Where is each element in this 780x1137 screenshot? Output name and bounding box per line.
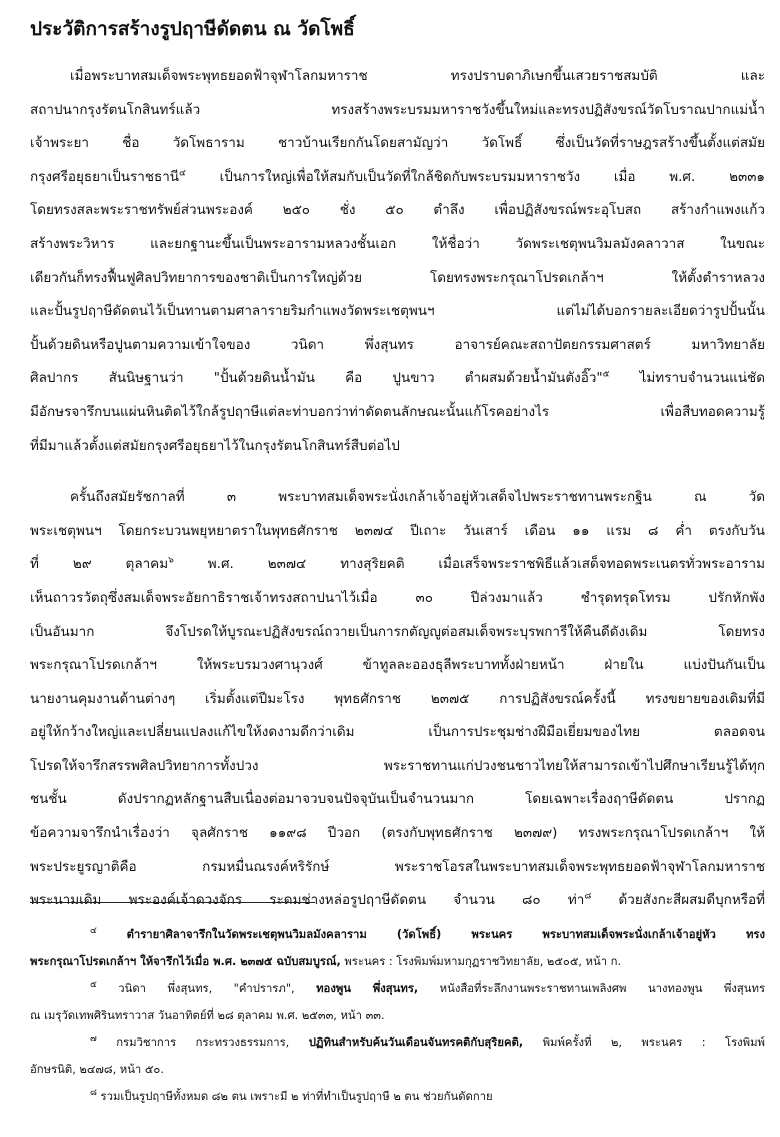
text-line: ที่มีมาแล้วตั้งแต่สมัยกรุงศรีอยุธยาไว้ในกรุงรัตนโกสินทร์สืบต่อไป xyxy=(30,437,400,454)
footnote-text: วนิดา พึ่งสุนทร, "คำปรารภ", xyxy=(118,982,295,995)
footnote-mark: ๕ xyxy=(602,369,610,380)
text-line: พระกรุณาโปรดเกล้าฯ ให้พระบรมวงศานุวงศ์ ข้าทูลละอองธุลีพระบาททั้งฝ่ายหน้า ฝ่ายใน แบ่งปันกันเป็น xyxy=(30,657,765,674)
footnote-7 xyxy=(30,1029,765,1056)
text-line: โปรดให้จารึกสรรพศิลปวิทยาการทั้งปวง พระราชทานแก่ปวงชนชาวไทยให้สามารถเข้าไปศึกษาเรียนรู้ได้ทุก xyxy=(30,757,765,774)
main-text xyxy=(30,60,765,918)
text-line: ครั้นถึงสมัยรัชกาลที่ ๓ พระบาทสมเด็จพระนั่งเกล้าเจ้าอยู่หัวเสด็จไปพระราชทานพระกฐิน ณ วัด xyxy=(70,489,765,506)
text-line: เป็นอันมาก จึงโปรดให้บูรณะปฏิสังขรณ์ถวายเป็นการกตัญญูต่อสมเด็จพระบุรพการีให้คืนดีดังเดิม โดยทรง xyxy=(30,623,765,640)
text-segment: กรุงศรีอยุธยาเป็นราชธานี xyxy=(30,168,180,185)
footnote-title: พระกรุณาโปรดเกล้าฯ ให้จารึกไว้เมื่อ พ.ศ. ๒๓๗๕ ฉบับสมบูรณ์, xyxy=(30,955,341,968)
footnote-title: ปฏิทินสำหรับค้นวันเดือนจันทรคติกับสุริยคติ, xyxy=(308,1036,524,1049)
text-line: ชนชั้น ดังปรากฏหลักฐานสืบเนื่องต่อมาจวบจนปัจจุบันเป็นจำนวนมาก โดยเฉพาะเรื่องฤาษีดัดตน ปรากฏ xyxy=(30,791,765,808)
footnote-mark: ๘ xyxy=(584,891,592,902)
text-line xyxy=(30,362,765,396)
text-line xyxy=(30,161,765,195)
text-line: พระประยูรญาติคือ กรมหมื่นณรงค์หริรักษ์ พระราชโอรสในพระบาทสมเด็จพระพุทธยอดฟ้าจุฬาโลกมหาราช xyxy=(30,858,765,875)
footnote-mark: ๘ xyxy=(90,1088,97,1099)
footnote-text: รวมเป็นรูปฤาษีทั้งหมด ๘๒ ตน เพราะมี ๒ ท่าที่ทำเป็นรูปฤาษี ๒ ตน ช่วยกันดัดกาย xyxy=(100,1090,493,1103)
text-line: เดียวกันก็ทรงฟื้นฟูศิลปวิทยาการของชาติเป็นการใหญ่ด้วย โดยทรงพระกรุณาโปรดเกล้าฯ ให้ตั้งตำราหลวง xyxy=(30,269,765,286)
paragraph-gap xyxy=(30,463,765,481)
text-line: เห็นถาวรวัตถุซึ่งสมเด็จพระอัยกาธิราชเจ้าทรงสถาปนาไว้เมื่อ ๓๐ ปีล่วงมาแล้ว ชำรุดทรุดโทรม ปรักหักพัง xyxy=(30,589,765,606)
text-segment: พ.ศ. ๒๓๗๔ ทางสุริยคติ เมื่อเสร็จพระราชพิธีแล้วเสด็จทอดพระเนตรทั่วพระอาราม xyxy=(207,556,765,573)
text-line: เจ้าพระยา ชื่อ วัดโพธาราม ชาวบ้านเรียกกันโดยสามัญว่า วัดโพธิ์ ซึ่งเป็นวัดที่ราษฎรสร้างขึ้นตั้งแต่สมัย xyxy=(30,135,765,152)
text-line: อยู่ให้กว้างใหญ่และเปลี่ยนแปลงแก้ไขให้งดงามดีกว่าเดิม เป็นการประชุมช่างฝีมือเยี่ยมของไทย ตลอดจน xyxy=(30,724,765,741)
footnote-4 xyxy=(30,921,765,948)
footnote-8 xyxy=(30,1083,765,1110)
text-segment: พระนามเดิม พระองค์เจ้าดวงจักร ระดมช่างหล่อรูปฤาษีดัดตน จำนวน ๘๐ ท่า xyxy=(30,892,585,909)
footnote-4-cont xyxy=(30,948,765,975)
text-segment: ที่ ๒๙ ตุลาคม xyxy=(30,556,169,573)
text-segment: ไม่ทราบจำนวนแน่ชัด xyxy=(639,370,765,387)
text-line: และปั้นรูปฤาษีดัดตนไว้เป็นทานตามศาลารายริมกำแพงวัดพระเชตุพนฯ แต่ไม่ได้บอกรายละเอียดว่ารูปปั้นนั้น xyxy=(30,303,765,320)
page-title: ประวัติการสร้างรูปฤาษีดัดตน ณ วัดโพธิ์ xyxy=(30,18,355,40)
footnote-mark: ๖ xyxy=(168,555,174,566)
text-line: สถาปนากรุงรัตนโกสินทร์แล้ว ทรงสร้างพระบรมมหาราชวังขึ้นใหม่และทรงปฏิสังขรณ์วัดโบราณปากแม่น้ำ xyxy=(30,101,765,118)
text-line: สร้างพระวิหาร และยกฐานะขึ้นเป็นพระอารามหลวงชั้นเอก ให้ชื่อว่า วัดพระเชตุพนวิมลมังคลาวาส ในขณะ xyxy=(30,235,765,252)
text-segment: ด้วยสังกะสีผสมดีบุกหรือที่ xyxy=(618,892,765,909)
text-line: นายงานคุมงานด้านต่างๆ เริ่มตั้งแต่ปีมะโรง พุทธศักราช ๒๓๗๕ การปฏิสังขรณ์ครั้งนี้ ทรงขยายของเดิมที่มี xyxy=(30,690,765,707)
footnote-mark: ๔ xyxy=(90,926,97,937)
footnote-7-cont: อักษรนิติ, ๒๔๗๘, หน้า ๕๐. xyxy=(30,1063,164,1076)
text-line: เมื่อพระบาทสมเด็จพระพุทธยอดฟ้าจุฬาโลกมหาราช ทรงปราบดาภิเษกขึ้นเสวยราชสมบัติ และ xyxy=(70,68,765,84)
footnote-title: ตำรายาศิลาจารึกในวัดพระเชตุพนวิมลมังคลาราม (วัดโพธิ์) พระนคร พระบาทสมเด็จพระนั่งเกล้าเจ้าอยู่หัว ทรง xyxy=(126,928,765,941)
text-line: ปั้นด้วยดินหรือปูนตามความเข้าใจของ วนิดา พึ่งสุนทร อาจารย์คณะสถาปัตยกรรมศาสตร์ มหาวิทยาลัย xyxy=(30,336,765,353)
text-segment: เป็นการใหญ่เพื่อให้สมกับเป็นวัดที่ใกล้ชิดกับพระบรมมหาราชวัง เมื่อ พ.ศ. ๒๓๓๑ xyxy=(219,168,765,185)
footnote-5-cont: ณ เมรุวัดเทพศิรินทราวาส วันอาทิตย์ที่ ๒๘ ตุลาคม พ.ศ. ๒๕๓๓, หน้า ๓๓. xyxy=(30,1009,385,1022)
footnote-5 xyxy=(30,975,765,1002)
footnote-mark: ๕ xyxy=(90,980,97,991)
footnote-mark: ๔ xyxy=(179,168,186,179)
footnote-text: หนังสือที่ระลึกงานพระราชทานเพลิงศพ นางทองพูน พึ่งสุนทร xyxy=(439,982,765,995)
footnote-mark: ๗ xyxy=(90,1034,97,1045)
footnote-divider xyxy=(30,902,315,903)
text-line: ข้อความจารึกนำเรื่องว่า จุลศักราช ๑๑๙๘ ปีวอก (ตรงกับพุทธศักราช ๒๓๗๙) ทรงพระกรุณาโปรดเกล้าฯ ให้ xyxy=(30,825,765,842)
footnote-title: ทองพูน พึ่งสุนทร, xyxy=(316,982,419,995)
footnote-text: กรมวิชาการ กระทรวงธรรมการ, xyxy=(116,1036,290,1049)
text-line xyxy=(30,548,765,582)
text-segment: ศิลปากร สันนิษฐานว่า "ปั้นด้วยดินน้ำมัน คือ ปูนขาว ตำผสมด้วยน้ำมันตังอิ๊ว" xyxy=(30,370,603,387)
text-line: พระเชตุพนฯ โดยกระบวนพยุหยาตราในพุทธศักราช ๒๓๗๔ ปีเถาะ วันเสาร์ เดือน ๑๑ แรม ๘ ค่ำ ตรงกับวัน xyxy=(30,522,765,539)
text-line: โดยทรงสละพระราชทรัพย์ส่วนพระองค์ ๒๕๐ ชั่ง ๕๐ ตำลึง เพื่อปฏิสังขรณ์พระอุโบสถ สร้างกำแพงแก้ว xyxy=(30,202,765,219)
footnote-text: พิมพ์ครั้งที่ ๒, พระนคร : โรงพิมพ์ xyxy=(542,1036,765,1049)
footnote-text: พระนคร : โรงพิมพ์มหามกุฏราชวิทยาลัย, ๒๕๐๕, หน้า ก. xyxy=(340,955,622,968)
footnotes xyxy=(30,921,765,1110)
text-line: มีอักษรจารึกบนแผ่นหินติดไว้ใกล้รูปฤาษีแต่ละท่าบอกว่าท่าดัดตนลักษณะนั้นแก้โรคอย่างไร เพื่อสืบทอดความรู้ xyxy=(30,403,765,420)
